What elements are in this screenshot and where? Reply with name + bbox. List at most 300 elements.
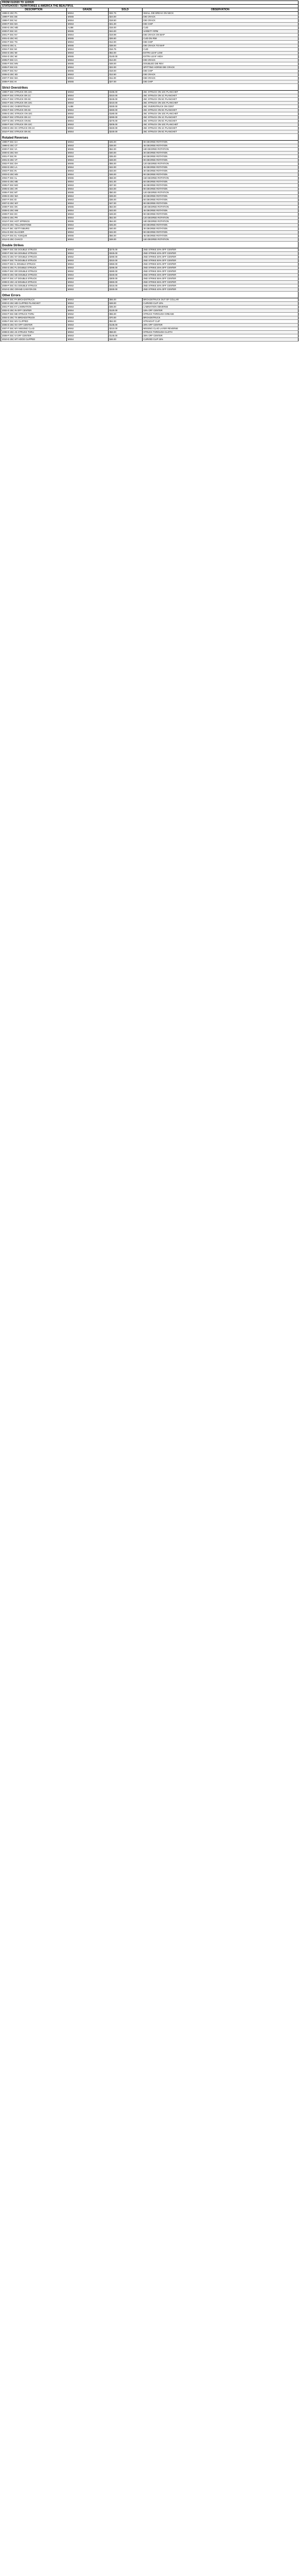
- cell-observation: 45 DEGREE ROTATION: [143, 166, 298, 169]
- cell-sold: $260.00: [109, 109, 143, 112]
- cell-grade: MS65: [67, 80, 109, 83]
- table-row: [1, 277, 298, 281]
- cell-description: 2000-P 25C VA: [1, 148, 67, 151]
- cell-description: 2000-P 25C SC: [1, 30, 67, 33]
- cell-observation: 25C STRUCK ON 5C PLANCHET: [143, 130, 298, 133]
- cell-observation: STRUCK THROUGH CLOTH: [143, 331, 298, 334]
- cell-description: 1999-D 25C PA: [1, 12, 67, 15]
- cell-sold: $42.00: [109, 166, 143, 169]
- cell-observation: DIE CRACK TO MAP: [143, 44, 298, 47]
- table-row: [1, 316, 298, 320]
- cell-grade: MS65: [67, 162, 109, 165]
- cell-grade: MS64: [67, 195, 109, 198]
- table-row: [1, 120, 298, 123]
- table-row: [1, 141, 298, 144]
- cell-observation: 90 DEGREE ROTATION: [143, 141, 298, 144]
- cell-observation: 25C STRUCK ON 5C PLANCHET: [143, 109, 298, 112]
- cell-sold: $330.00: [109, 105, 143, 108]
- cell-observation: 2ND STRIKE 25% OFF CENTER: [143, 266, 298, 269]
- cell-description: 2003-P 25C IL DOUBLE STRUCK: [1, 263, 67, 266]
- cell-description: 2004-P 25C STRUCK ON 5C: [1, 109, 67, 112]
- cell-sold: $55.00: [109, 313, 143, 316]
- cell-sold: $180.00: [109, 112, 143, 115]
- cell-grade: MS63: [67, 73, 109, 76]
- table-row: [1, 33, 298, 37]
- cell-description: 2001-D 25C NC: [1, 37, 67, 40]
- cell-sold: $56.00: [109, 234, 143, 238]
- table-row: [1, 298, 298, 302]
- cell-description: 2011-P 25C GETTYSBURG: [1, 227, 67, 230]
- cell-observation: CUD: [143, 48, 298, 51]
- table-row: [1, 252, 298, 256]
- table-row: [1, 162, 298, 166]
- cell-grade: MS62: [67, 284, 109, 287]
- section-heading: [1, 242, 298, 248]
- table-row: [1, 127, 298, 130]
- cell-description: 2002-P 25C TN DOUBLE STRUCK: [1, 259, 67, 262]
- cell-description: 2004-D 25C WI: [1, 55, 67, 58]
- cell-grade: MS64: [67, 151, 109, 155]
- cell-grade: MS62: [67, 270, 109, 273]
- cell-observation: DIE CHIP: [143, 41, 298, 44]
- cell-sold: $48.00: [109, 62, 143, 65]
- table-row: [1, 216, 298, 220]
- table-row: [1, 173, 298, 177]
- cell-description: 2002-P 25C OH: [1, 162, 67, 165]
- cell-observation: 120 DEGREE ROTATION: [143, 216, 298, 219]
- cell-description: 2004-D 25C ME: [1, 180, 67, 183]
- cell-description: 2005-P 25C OR DOUBLE STRUCK: [1, 270, 67, 273]
- cell-grade: MS63: [67, 52, 109, 55]
- cell-description: 2004-D 25C WI: [1, 52, 67, 55]
- cell-sold: $340.00: [109, 274, 143, 277]
- cell-grade: MS64: [67, 109, 109, 112]
- cell-description: 2000-D 25C MD CLIPPED PLANCHET: [1, 302, 67, 305]
- cell-observation: MISSING CLAD LAYER REVERSE: [143, 327, 298, 330]
- cell-observation: 2ND STRIKE 40% OFF CENTER: [143, 288, 298, 291]
- cell-description: 2007-P 25C ID: [1, 198, 67, 201]
- cell-grade: MS62: [67, 112, 109, 115]
- cell-observation: 25C STRUCK ON 5C PLANCHET: [143, 120, 298, 123]
- cell-observation: DIE CHIP: [143, 23, 298, 26]
- cell-sold: $16.75: [109, 48, 143, 51]
- table-row: [1, 334, 298, 338]
- cell-observation: DIE CRACK: [143, 77, 298, 80]
- cell-description: 2010-D 25C GRAND CANYON DS: [1, 288, 67, 291]
- cell-grade: MS65: [67, 55, 109, 58]
- cell-observation: 180 DEGREE ROTATION: [143, 206, 298, 209]
- cell-observation: 180 DEGREE ROTATION: [143, 220, 298, 223]
- section-heading: [1, 134, 298, 141]
- cell-observation: 45 DEGREE ROTATION: [143, 209, 298, 212]
- cell-grade: MS63: [67, 91, 109, 94]
- cell-grade: MS65: [67, 220, 109, 223]
- cell-observation: 2ND STRIKE 40% OFF CENTER: [143, 252, 298, 255]
- cell-grade: MS63: [67, 23, 109, 26]
- cell-grade: MS64: [67, 77, 109, 80]
- cell-observation: 25C STRUCK ON 1C PLANCHET: [143, 116, 298, 119]
- cell-description: 2007-D 25C STRUCK ON 5C: [1, 120, 67, 123]
- section-heading: [1, 292, 298, 298]
- section-heading: [1, 84, 298, 91]
- cell-description: 2012-D 25C CHACO: [1, 238, 67, 241]
- cell-observation: 45 DEGREE ROTATION: [143, 234, 298, 238]
- cell-description: 2000-D 25C NH: [1, 151, 67, 155]
- cell-observation: DIE CRACK: [143, 59, 298, 62]
- table-row: [1, 213, 298, 216]
- cell-sold: $48.00: [109, 302, 143, 305]
- cell-sold: $22.00: [109, 66, 143, 69]
- cell-observation: 30 DEGREE ROTATION: [143, 170, 298, 173]
- cell-grade: MS63: [67, 259, 109, 262]
- cell-sold: $35.00: [109, 155, 143, 158]
- cell-sold: $15.00: [109, 26, 143, 29]
- cell-grade: MS64: [67, 12, 109, 15]
- cell-description: 2007-D 25C WY: [1, 202, 67, 205]
- cell-grade: MS63: [67, 101, 109, 105]
- cell-description: 2001-P 25C STRUCK ON 5C: [1, 98, 67, 101]
- table-row: [1, 37, 298, 41]
- cell-sold: $50.00: [109, 191, 143, 194]
- cell-sold: $24.00: [109, 15, 143, 19]
- cell-description: 1999-P 25C PA BROADSTRUCK: [1, 298, 67, 301]
- cell-observation: 90 DEGREE ROTATION: [143, 173, 298, 176]
- cell-description: 2009-D 25C DC STRUCK ON 1C: [1, 127, 67, 130]
- cell-grade: MS64: [67, 59, 109, 62]
- table-row: [1, 309, 298, 313]
- cell-grade: MS64: [67, 263, 109, 266]
- cell-observation: 25C STRUCK ON 10C PLANCHET: [143, 91, 298, 94]
- cell-description: 2000-P 25C MA DOUBLE STRUCK: [1, 252, 67, 255]
- cell-description: 2001-D 25C VT: [1, 159, 67, 162]
- cell-grade: MS65: [67, 15, 109, 19]
- cell-sold: $330.00: [109, 288, 143, 291]
- cell-description: 2005-D 25C STRUCK ON 10C: [1, 112, 67, 115]
- cell-sold: $300.00: [109, 277, 143, 280]
- cell-description: 2006-P 25C MT: [1, 191, 67, 194]
- cell-observation: 45 DEGREE ROTATION: [143, 184, 298, 187]
- cell-observation: 150 DEGREE ROTATION: [143, 238, 298, 241]
- cell-observation: 90 DEGREE ROTATION: [143, 188, 298, 191]
- cell-observation: 60 DEGREE ROTATION: [143, 224, 298, 227]
- cell-description: 2008-D 25C AZ DOUBLE STRUCK: [1, 281, 67, 284]
- cell-grade: MS64: [67, 180, 109, 183]
- cell-observation: 25C STRUCK ON 10C PLANCHET: [143, 101, 298, 105]
- cell-sold: $65.00: [109, 298, 143, 301]
- table-row: [1, 263, 298, 266]
- cell-sold: $210.00: [109, 101, 143, 105]
- cell-description: 2008-D 25C AK STRUCK THRU: [1, 331, 67, 334]
- table-row: [1, 48, 298, 52]
- cell-description: 1999-P 25C DE DOUBLE STRUCK: [1, 248, 67, 251]
- cell-sold: $49.00: [109, 213, 143, 216]
- cell-observation: 2ND STRIKE 35% OFF CENTER: [143, 270, 298, 273]
- cell-observation: LAMINATION OBVERSE: [143, 306, 298, 309]
- cell-observation: 30 DEGREE ROTATION: [143, 151, 298, 155]
- cell-description: 1999-P 25C NJ: [1, 19, 67, 22]
- table-row: [1, 23, 298, 26]
- column-header-row: [1, 8, 298, 12]
- table-row: [1, 238, 298, 242]
- table-row: [1, 91, 298, 94]
- cell-observation: DIE CHIP: [143, 70, 298, 73]
- cell-observation: STRAIGHT CLIP: [143, 320, 298, 323]
- cell-sold: $11.00: [109, 77, 143, 80]
- table-row: [1, 94, 298, 98]
- cell-observation: 25C STRUCK ON 5C PLANCHET: [143, 98, 298, 101]
- cell-observation: DIE CRACK ON MAP: [143, 33, 298, 37]
- cell-observation: 25C OVERSTRUCK ON CENT: [143, 105, 298, 108]
- cell-grade: MS65: [67, 191, 109, 194]
- cell-grade: MS64: [67, 130, 109, 133]
- cell-description: 2003-D 25C MS: [1, 173, 67, 176]
- cell-grade: MS64: [67, 33, 109, 37]
- cell-grade: MS64: [67, 173, 109, 176]
- cell-sold: $195.00: [109, 91, 143, 94]
- table-row: [1, 234, 298, 238]
- table-row: [1, 256, 298, 259]
- section-title: Rotated Reverses: [2, 137, 28, 140]
- table-row: [1, 259, 298, 263]
- col-header-grade: GRADE: [67, 8, 109, 11]
- cell-description: 1999-D 25C CT: [1, 144, 67, 147]
- table-row: [1, 55, 298, 59]
- cell-grade: MS63: [67, 316, 109, 319]
- cell-grade: MS63: [67, 184, 109, 187]
- cell-description: 2005-P 25C KS: [1, 66, 67, 69]
- table-row: [1, 70, 298, 73]
- cell-observation: BROADSTRUCK: [143, 316, 298, 319]
- cell-grade: MS65: [67, 37, 109, 40]
- cell-sold: $360.00: [109, 281, 143, 284]
- table-row: [1, 130, 298, 134]
- cell-description: 2010-D 25C MT HOOD CLIPPED: [1, 338, 67, 341]
- cell-grade: MS65: [67, 44, 109, 47]
- cell-observation: DIE CHIP: [143, 80, 298, 83]
- cell-sold: $27.00: [109, 80, 143, 83]
- cell-grade: MS63: [67, 144, 109, 147]
- cell-observation: 2ND STRIKE 50% OFF CENTER: [143, 259, 298, 262]
- cell-observation: DIE CRACK: [143, 19, 298, 22]
- cell-description: 2004-P 25C MI: [1, 48, 67, 51]
- cell-grade: MS65: [67, 234, 109, 238]
- col-header-observation: OBSERVATION: [143, 8, 298, 11]
- cell-description: 2002-D 25C LA: [1, 166, 67, 169]
- cell-grade: MS63: [67, 334, 109, 337]
- section-title: Other Errors: [2, 294, 21, 297]
- cell-observation: SPITTING HORSE DIE CRACK: [143, 66, 298, 69]
- cell-observation: 2ND STRIKE 45% OFF CENTER: [143, 274, 298, 277]
- table-row: [1, 224, 298, 227]
- cell-sold: $46.00: [109, 338, 143, 341]
- cell-sold: $48.00: [109, 159, 143, 162]
- table-row: [1, 52, 298, 55]
- cell-grade: MS63: [67, 155, 109, 158]
- table-row: [1, 331, 298, 334]
- cell-description: 2006-D 25C WA: [1, 195, 67, 198]
- cell-observation: 2ND STRIKE 20% OFF CENTER: [143, 248, 298, 251]
- cell-grade: AU58: [67, 105, 109, 108]
- cell-grade: MS64: [67, 166, 109, 169]
- cell-sold: $38.00: [109, 144, 143, 147]
- cell-sold: $40.00: [109, 227, 143, 230]
- title-text-2: STATEHOOD / TERRITORIES & AMERICA THE BEAUTIFUL: [1, 5, 298, 8]
- cell-sold: $26.50: [109, 37, 143, 40]
- cell-sold: $48.00: [109, 238, 143, 241]
- cell-sold: $55.00: [109, 162, 143, 165]
- cell-description: 2003-D 25C OVERSTRUCK: [1, 105, 67, 108]
- cell-observation: 30 DEGREE ROTATION: [143, 227, 298, 230]
- cell-grade: MS64: [67, 331, 109, 334]
- cell-description: 2009-D 25C PR: [1, 216, 67, 219]
- section-title: Double Strikes: [2, 244, 24, 247]
- cell-description: 2011-D 25C GLACIER: [1, 231, 67, 234]
- section-title: Strict Overstrikes: [2, 87, 28, 90]
- table-row: [1, 180, 298, 184]
- cell-description: 2001-D 25C NY DOUBLE STRUCK: [1, 256, 67, 259]
- cell-description: 2009-P 25C DC: [1, 213, 67, 216]
- cell-grade: MS65: [67, 62, 109, 65]
- cell-grade: MS64: [67, 274, 109, 277]
- cell-sold: $275.00: [109, 120, 143, 123]
- cell-sold: $145.00: [109, 334, 143, 337]
- cell-grade: MS65: [67, 206, 109, 209]
- cell-observation: 25C STRUCK ON 10C PLANCHET: [143, 112, 298, 115]
- table-row: [1, 41, 298, 44]
- cell-sold: $44.00: [109, 30, 143, 33]
- cell-grade: MS62: [67, 313, 109, 316]
- table-row: [1, 313, 298, 316]
- cell-grade: MS63: [67, 248, 109, 251]
- table-row: [1, 327, 298, 331]
- cell-description: 2010-P 25C HOT SPRINGS: [1, 220, 67, 223]
- cell-observation: 25C STRUCK ON 1C PLANCHET: [143, 127, 298, 130]
- cell-description: 2005-P 25C CA: [1, 59, 67, 62]
- cell-sold: $43.00: [109, 209, 143, 212]
- table-row: [1, 281, 298, 284]
- cell-sold: $53.00: [109, 206, 143, 209]
- table-row: [1, 15, 298, 19]
- cell-observation: 90 DEGREE ROTATION: [143, 213, 298, 216]
- cell-grade: MS64: [67, 238, 109, 241]
- cell-grade: MS64: [67, 48, 109, 51]
- table-row: [1, 284, 298, 288]
- cell-description: 2003-P 25C IN: [1, 170, 67, 173]
- cell-sold: $70.00: [109, 316, 143, 319]
- cell-grade: MS62: [67, 127, 109, 130]
- cell-grade: MS63: [67, 116, 109, 119]
- table-row: [1, 19, 298, 23]
- cell-description: 2004-D 25C TX BROADSTRUCK: [1, 316, 67, 319]
- table-row: [1, 151, 298, 155]
- table-row: [1, 198, 298, 202]
- cell-description: 2009-P 25C GU DOUBLE STRUCK: [1, 284, 67, 287]
- cell-observation: 45 DEGREE ROTATION: [143, 144, 298, 147]
- cell-description: 2000-D 25C MD: [1, 26, 67, 29]
- cell-sold: $38.00: [109, 44, 143, 47]
- cell-sold: $33.00: [109, 170, 143, 173]
- cell-sold: $36.00: [109, 198, 143, 201]
- table-row: [1, 270, 298, 274]
- cell-grade: MS62: [67, 327, 109, 330]
- table-row: [1, 274, 298, 277]
- cell-grade: MS65: [67, 148, 109, 151]
- cell-description: 2006-D 25C SD: [1, 73, 67, 76]
- cell-description: 1999-P 25C DE: [1, 15, 67, 19]
- cell-grade: MS63: [67, 170, 109, 173]
- cell-description: 2012-P 25C EL YUNQUE: [1, 234, 67, 238]
- cell-sold: $41.00: [109, 180, 143, 183]
- table-row: [1, 12, 298, 15]
- cell-sold: $140.00: [109, 55, 143, 58]
- cell-description: 2009-P 25C VI OFF CENTER: [1, 334, 67, 337]
- cell-sold: $39.00: [109, 195, 143, 198]
- table-row: [1, 123, 298, 127]
- table-row: [1, 144, 298, 148]
- cell-sold: $135.00: [109, 324, 143, 327]
- table-row: [1, 170, 298, 173]
- cell-sold: $350.00: [109, 263, 143, 266]
- cell-description: 2008-D 25C NM: [1, 209, 67, 212]
- cell-description: 2001-P 25C KY LAMINATION: [1, 306, 67, 309]
- cell-sold: $45.00: [109, 224, 143, 227]
- table-row: [1, 101, 298, 105]
- table-row: [1, 288, 298, 292]
- cell-description: 2008-P 25C STRUCK ON 10C: [1, 123, 67, 126]
- cell-grade: MS64: [67, 141, 109, 144]
- table-row: [1, 73, 298, 77]
- cell-grade: MS63: [67, 298, 109, 301]
- cell-observation: 2ND STRIKE 65% OFF CENTER: [143, 281, 298, 284]
- cell-grade: MS65: [67, 70, 109, 73]
- cell-sold: $325.00: [109, 252, 143, 255]
- cell-sold: $19.99: [109, 33, 143, 37]
- cell-grade: MS64: [67, 66, 109, 69]
- cell-description: 2003-P 25C ME STRUCK THRU: [1, 313, 67, 316]
- cell-observation: 150 DEGREE ROTATION: [143, 177, 298, 180]
- cell-observation: 25C STRUCK ON 10C PLANCHET: [143, 123, 298, 126]
- table-row: [1, 166, 298, 170]
- cell-grade: MS64: [67, 302, 109, 305]
- cell-grade: MS64: [67, 309, 109, 312]
- cell-grade: MS64: [67, 231, 109, 234]
- cell-sold: $230.00: [109, 130, 143, 133]
- cell-grade: MS65: [67, 30, 109, 33]
- cell-description: 2007-P 25C WY MISSING CLAD: [1, 327, 67, 330]
- table-row: [1, 26, 298, 30]
- table-row: [1, 44, 298, 48]
- cell-description: 2005-P 25C MN: [1, 62, 67, 65]
- table-row: [1, 66, 298, 70]
- cell-grade: AU58: [67, 26, 109, 29]
- cell-observation: 120 DEGREE ROTATION: [143, 191, 298, 194]
- cell-grade: MS64: [67, 120, 109, 123]
- cell-grade: MS64: [67, 188, 109, 191]
- cell-observation: 30 DEGREE ROTATION: [143, 195, 298, 198]
- cell-sold: $14.00: [109, 59, 143, 62]
- cell-observation: STRUCK THROUGH GREASE: [143, 313, 298, 316]
- table-row: [1, 109, 298, 112]
- cell-description: 2004-D 25C FL DOUBLE STRUCK: [1, 266, 67, 269]
- cell-grade: MS64: [67, 94, 109, 97]
- table-row: [1, 105, 298, 109]
- table-row: [1, 338, 298, 342]
- cell-observation: DIE CRACK: [143, 73, 298, 76]
- cell-observation: EXTRA LEAF HIGH: [143, 55, 298, 58]
- cell-observation: 60 DEGREE ROTATION: [143, 155, 298, 158]
- cell-description: 2002-D 25C IN OFF CENTER: [1, 309, 67, 312]
- cell-observation: 2ND STRIKE 30% OFF CENTER: [143, 284, 298, 287]
